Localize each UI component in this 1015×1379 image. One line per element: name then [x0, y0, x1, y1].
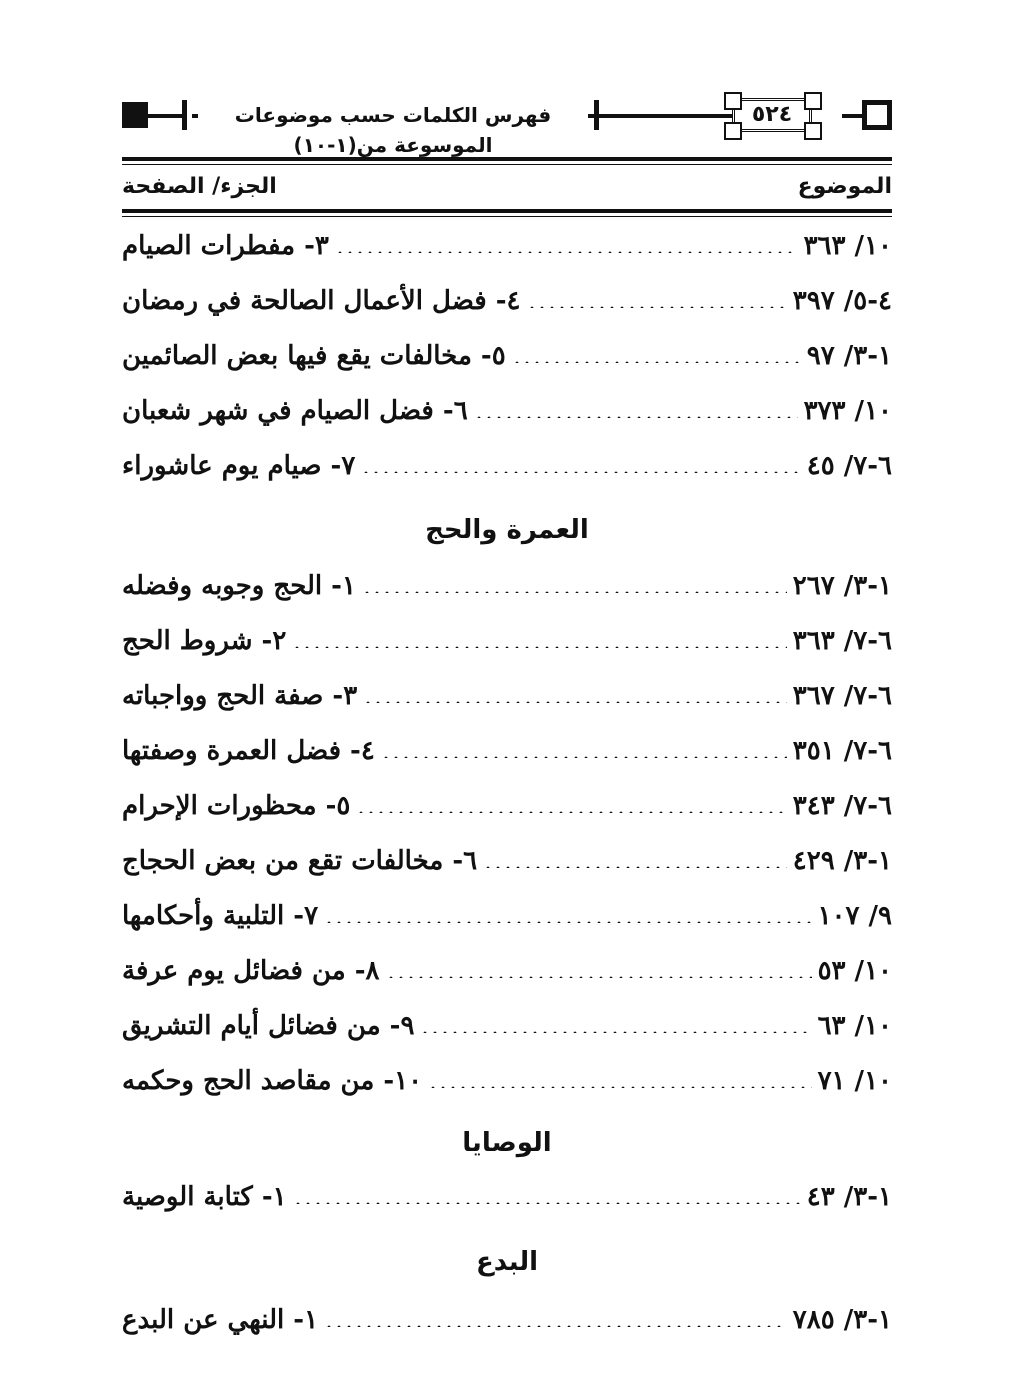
dot-leader: [292, 646, 786, 648]
heading-rule: [122, 209, 892, 213]
entry-reference: ١٠/ ٦٣: [817, 1011, 892, 1041]
entry-title: ٤- فضل الأعمال الصالحة في رمضان: [122, 286, 521, 316]
entry-title: ٧- صيام يوم عاشوراء: [122, 451, 356, 481]
header-bar-icon: [594, 100, 599, 130]
entry-title: ٦- مخالفات تقع من بعض الحجاج: [122, 846, 478, 876]
entry-title: ٣- صفة الحج وواجباته: [122, 681, 358, 711]
index-entry: [122, 1300, 892, 1340]
entry-reference: ٩/ ١٠٧: [817, 901, 892, 931]
entry-title: ٥- محظورات الإحرام: [122, 791, 351, 821]
entry-title: ٣- مفطرات الصيام: [122, 231, 329, 261]
dot-leader: [324, 1325, 787, 1327]
entry-reference: ١-٣/ ٤٢٩: [792, 846, 892, 876]
running-header: [122, 96, 892, 157]
entry-title: ٩- من فضائل أيام التشريق: [122, 1011, 415, 1041]
heading-rule-thin: [122, 216, 892, 217]
index-entry: [122, 1061, 892, 1101]
index-entry: [122, 566, 892, 606]
entry-title: ١- النهي عن البدع: [122, 1305, 319, 1335]
entry-title: ٥- مخالفات يقع فيها بعض الصائمين: [122, 341, 506, 371]
entry-reference: ١٠/ ٥٣: [817, 956, 892, 986]
dot-leader: [381, 756, 787, 758]
page-number-frame: [712, 96, 832, 134]
dot-leader: [386, 976, 812, 978]
dot-leader: [474, 416, 798, 418]
index-entry: [122, 731, 892, 771]
index-entry: [122, 1006, 892, 1046]
entry-title: ١٠- من مقاصد الحج وحكمه: [122, 1066, 423, 1096]
entry-reference: ٦-٧/ ٣٦٣: [792, 626, 892, 656]
header-rule-left: [148, 114, 182, 118]
column-headings: [122, 174, 892, 206]
dot-leader: [527, 306, 787, 308]
dot-leader: [428, 1086, 812, 1088]
entry-reference: ٤-٥/ ٣٩٧: [792, 286, 892, 316]
entry-title: ٤- فضل العمرة وصفتها: [122, 736, 375, 766]
index-entry: [122, 951, 892, 991]
entry-title: ٨- من فضائل يوم عرفة: [122, 956, 380, 986]
section-heading: الوصايا: [462, 1128, 552, 1158]
entry-title: ١- الحج وجوبه وفضله: [122, 571, 356, 601]
entry-title: ٦- فضل الصيام في شهر شعبان: [122, 396, 468, 426]
top-rule: [122, 157, 892, 161]
index-entry: [122, 841, 892, 881]
index-entry: [122, 391, 892, 431]
index-entry: [122, 786, 892, 826]
header-left-block-icon: [122, 102, 148, 128]
entry-reference: ٦-٧/ ٣٤٣: [792, 791, 892, 821]
entry-reference: ٦-٧/ ٣٥١: [792, 736, 892, 766]
dot-leader: [363, 701, 787, 703]
dot-leader: [335, 251, 798, 253]
dot-leader: [356, 811, 786, 813]
dot-leader: [362, 591, 787, 593]
dot-leader: [483, 866, 787, 868]
index-entry: [122, 226, 892, 266]
dot-leader: [420, 1031, 811, 1033]
index-entry: [122, 1177, 892, 1217]
index-entry: [122, 281, 892, 321]
entry-reference: ٦-٧/ ٣٦٧: [792, 681, 892, 711]
entry-title: ٧- التلبية وأحكامها: [122, 901, 319, 931]
dot-leader: [324, 921, 812, 923]
entry-reference: ١-٣/ ٤٣: [806, 1182, 892, 1212]
volume-page-column-heading: الجزء/ الصفحة: [122, 174, 277, 199]
entry-reference: ١٠/ ٣٦٣: [803, 231, 892, 261]
section-heading: العمرة والحج: [425, 515, 589, 545]
index-entry: [122, 676, 892, 716]
header-bar-icon: [182, 100, 187, 130]
index-entry: [122, 336, 892, 376]
entry-title: ١- كتابة الوصية: [122, 1182, 287, 1212]
entry-reference: ١-٣/ ٢٦٧: [792, 571, 892, 601]
header-title: فهرس الكلمات حسب موضوعات الموسوعة من(١-١٠): [198, 100, 588, 160]
top-rule-thin: [122, 164, 892, 165]
topic-column-heading: الموضوع: [797, 174, 892, 199]
dot-leader: [361, 471, 800, 473]
section-heading: البدع: [475, 1247, 539, 1277]
entry-reference: ١-٣/ ٩٧: [806, 341, 892, 371]
index-entry: [122, 896, 892, 936]
dot-leader: [512, 361, 801, 363]
entry-reference: ٦-٧/ ٤٥: [806, 451, 892, 481]
header-end-box-icon: [862, 100, 892, 130]
dot-leader: [293, 1202, 801, 1204]
page-number: ٥٢٤: [751, 102, 793, 127]
index-entry: [122, 621, 892, 661]
entry-reference: ١-٣/ ٧٨٥: [792, 1305, 892, 1335]
index-entry: [122, 446, 892, 486]
entry-reference: ١٠/ ٣٧٣: [803, 396, 892, 426]
entry-reference: ١٠/ ٧١: [817, 1066, 892, 1096]
entry-title: ٢- شروط الحج: [122, 626, 287, 656]
